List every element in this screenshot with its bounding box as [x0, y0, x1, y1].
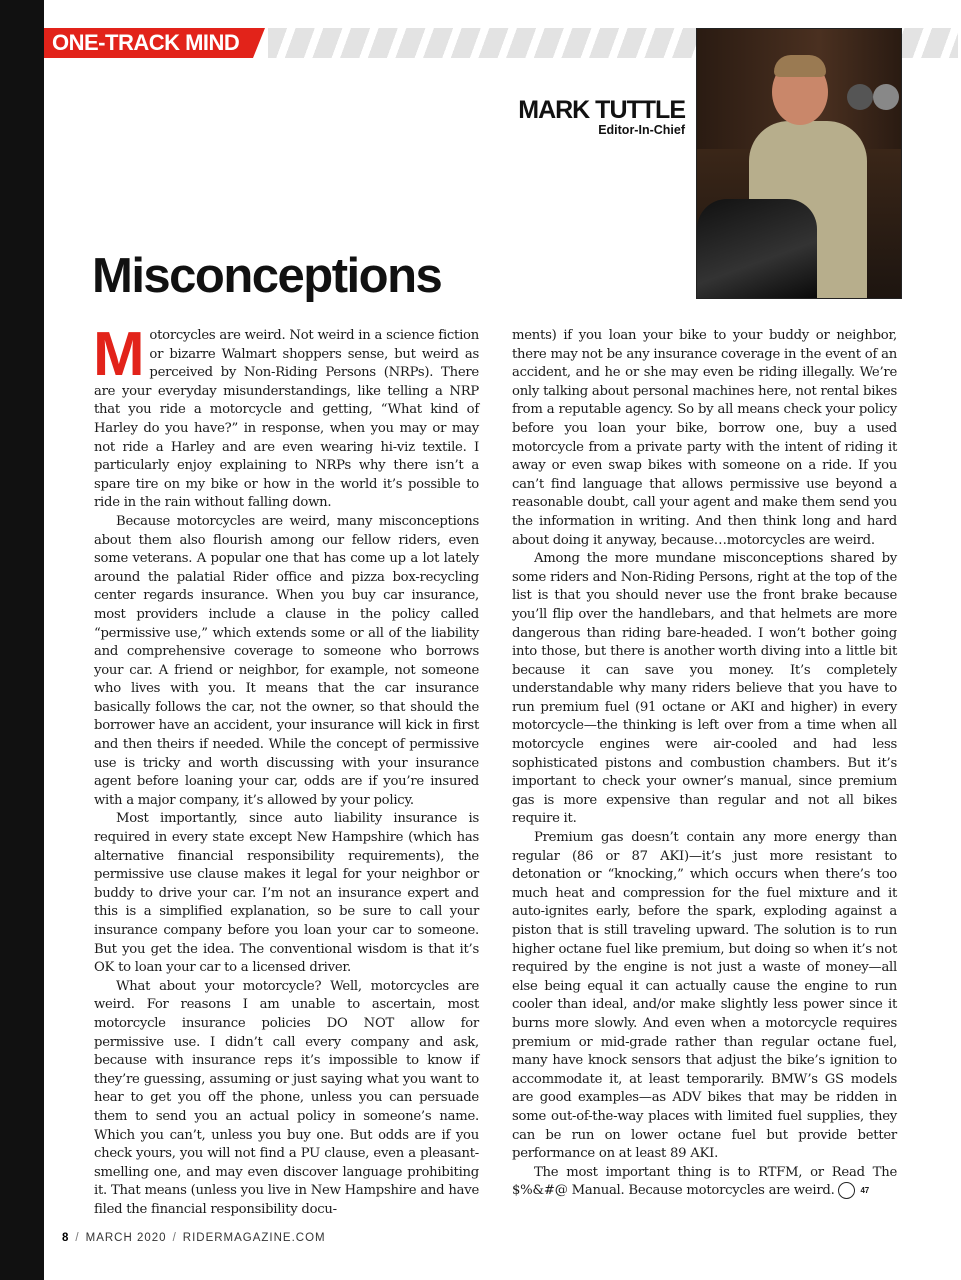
article-column-left — [93, 320, 479, 1220]
article-paragraph: What about your motorcycle? Well, motorcycles are weird. For reasons I am unable to ascertain, most motorcycle insurance policies DO NOT allow for permissive use. I didn’t call every company and ask, because with insurance reps it’s impossible to know if they’re guessing, assuming or just saying what you want to hear to get you off the phone, unless you can persuade them to send you an actual policy in someone’s name. Which you can’t, unless you buy one. But odds are if you check yours, you will not find a PU clause, even a pleasant-smelling one, and may even discover language prohibiting it. That means (unless you live in New Hampshire and have filed the financial responsibility docu- — [94, 978, 479, 1217]
left-edge-bar — [0, 0, 44, 1280]
page-footer: 8 / MARCH 2020 / RIDERMAGAZINE.COM — [62, 1232, 326, 1244]
article-paragraph: Motorcycles are weird. Not weird in a science fiction or bizarre Walmart shoppers sense, but weird as perceived by Non-Riding Persons (NRPs). There are your everyday misunderstandings, like telling a NRP that you ride a motorcycle and getting, “What kind of Harley do you have?” in response, when you may or may not ride a Harley and are even wearing hi-viz textile. I particularly enjoy explaining to NRPs why there isn’t a spare tire on my bike or how in the world it’s possible to ride in the rain without falling down. — [93, 320, 479, 511]
article-paragraph: Because motorcycles are weird, many misconceptions about them also flourish among our fellow riders, even some veterans. A popular one that has come up a lot lately around the palatial Rider office and pizza box-recycling center regards insurance. When you buy car insurance, most providers include a clause in the policy called “permissive use,” which extends some or all of the liability and comprehensive coverage to someone who borrows your car. A friend or neighbor, for example, not someone who lives with you. It means that the car insurance basically follows the car, not the owner, so that should the borrower have an accident, your insurance will kick in first and then theirs if needed. While the concept of permissive use is tricky and worth discussing with your insurance agent before loaning your car, odds are if you’re insured with a major company, it’s allowed by your policy. — [94, 513, 479, 808]
end-mark-icon: 47 — [838, 1182, 855, 1199]
author-photo — [696, 28, 902, 299]
article-paragraph: Premium gas doesn’t contain any more energy than regular (86 or 87 AKI)—it’s just more resistant to detonation or “knocking,” which occurs when there’s too much heat and compression for the fuel mixture and it auto-ignites early, before the spark, exploding against a piston that is still traveling upward. The solution is to run higher octane fuel like premium, but doing so when it’s not required by the engine is not just a waste of money—all else being equal it can actually cause the engine to run cooler than ideal, and/or make slightly less power since it burns more slowly. And even when a motorcycle requires premium or mid-grade rather than regular octane fuel, many have knock sensors that adjust the bike’s ignition to accommodate it, at least temporarily. BMW’s GS models are good examples—as ADV bikes that may be ridden in some out-of-the-way places with limited fuel supplies, they can be run on lower octane fuel but provide better performance on at least 89 AKI. — [512, 830, 897, 1162]
page-number: 8 — [62, 1232, 70, 1244]
article-paragraph: Most importantly, since auto liability insurance is required in every state except New Hampshire (which has alternative financial responsibility requirements), the permissive use clause makes it legal for your neighbor or buddy to drive your car. I’m not an insurance expert and this is a simplified explanation, so be sure to call your insurance company before you loan your car to someone. But you get the idea. The conventional wisdom is that it’s OK to loan your car to a licensed driver. — [94, 811, 479, 976]
article-column-right — [512, 327, 897, 1201]
author-name: MARK TUTTLE — [518, 96, 685, 124]
article-paragraph: ments) if you loan your bike to your buddy or neighbor, there may not be any insurance coverage in the event of an accident, and he or she may even be riding illegally. We’re only talking about personal machines here, not rental bikes from a reputable agency. So by all means check your policy before you loan your bike, borrow one, buy a used motorcycle from a private party with the intent of riding it away or even swap bikes with someone on a ride. If you can’t find language that allows permissive use beyond a reasonable doubt, call your agent and make them send you the information in writing. And then think long and hard about doing it anyway, because…motorcycles are weird. — [512, 328, 897, 548]
article-paragraph: The most important thing is to RTFM, or Read The $%&#@ Manual. Because motorcycles are weird. 47 — [512, 1164, 897, 1199]
section-tag: ONE-TRACK MIND — [44, 28, 253, 58]
article-paragraph: Among the more mundane misconceptions shared by some riders and Non-Riding Persons, right at the top of the list is that you should never use the front brake because you’ll flip over the handlebars, and that helmets are more dangerous than riding bare-headed. I won’t bother going into those, but there is another worth diving into a little bit because it can save you money. It’s completely understandable why many riders believe that you have to run premium fuel (91 octane or AKI and higher) in every motorcycle—the thinking is left over from a time when all motorcycle engines were air-cooled and had less sophisticated pistons and combustion chambers. But it’s important to check your owner’s manual, since premium gas is more expensive than regular and not all bikes require it. — [512, 551, 897, 827]
website: RIDERMAGAZINE.COM — [182, 1232, 326, 1244]
drop-cap: M — [93, 320, 145, 389]
article-title: Misconceptions — [92, 249, 442, 303]
author-role: Editor-In-Chief — [598, 123, 685, 137]
issue-date: MARCH 2020 — [85, 1232, 167, 1244]
